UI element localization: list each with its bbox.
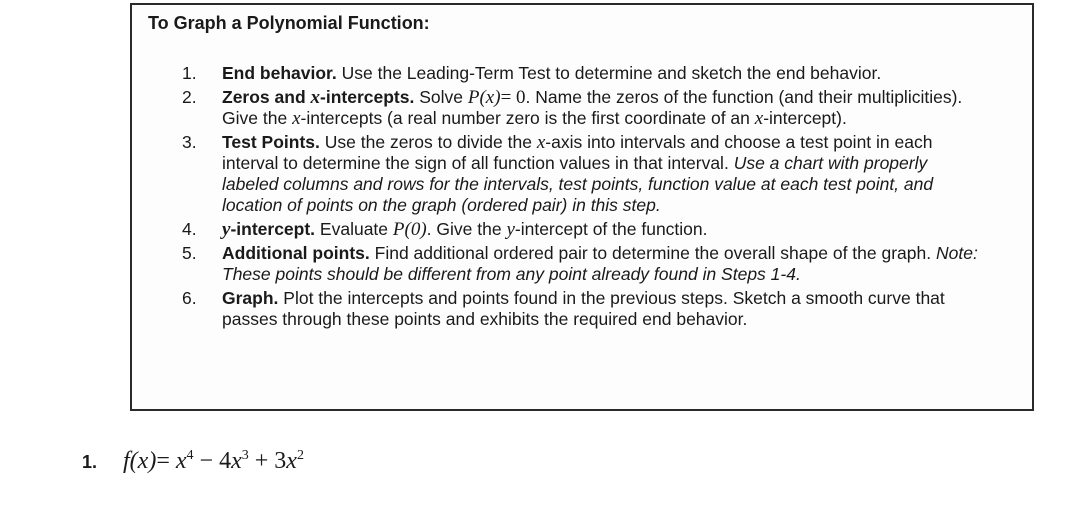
step-number: 3. <box>182 132 197 152</box>
problem-number: 1. <box>82 452 98 472</box>
step-text: -intercept). <box>763 108 847 128</box>
formula-exponent: 4 <box>186 448 194 463</box>
step-text: . Give the <box>426 219 502 239</box>
formula-exponent: 2 <box>296 448 304 463</box>
step-text: Find additional ordered pair to determine the overall shape of the graph. <box>374 243 932 263</box>
math-variable: x <box>292 108 301 129</box>
formula-operator: + 3 <box>248 448 287 474</box>
step-text: Evaluate <box>319 219 389 239</box>
math-expression: = 0 <box>500 87 526 108</box>
step-item <box>182 219 982 240</box>
step-text: Use the zeros to divide the <box>324 132 532 152</box>
step-number: 2. <box>182 87 197 107</box>
step-label: Graph. <box>222 288 279 308</box>
formula-term: x <box>286 448 297 474</box>
step-note: Use a chart with properly labeled columns and rows for the intervals, test points, function value at each test point, and location of points on the graph (ordered pair) in this step. <box>222 153 934 215</box>
step-text: -axis into intervals and choose a test point in each interval to determine the sign of all function values in that interval. <box>222 132 933 173</box>
problem-1 <box>82 448 304 475</box>
formula-exponent: 3 <box>241 448 249 463</box>
box-title: To Graph a Polynomial Function: <box>148 13 430 33</box>
step-label-part: -intercepts. <box>320 87 415 107</box>
step-item <box>182 63 982 84</box>
problem-formula <box>123 448 304 475</box>
step-item <box>182 288 982 330</box>
instructions-box <box>130 3 1034 411</box>
step-number: 5. <box>182 243 197 263</box>
math-variable: x <box>536 132 546 153</box>
step-item <box>182 243 982 285</box>
step-label: End behavior. <box>222 63 337 83</box>
step-label-part: Zeros and <box>222 87 306 107</box>
formula-equals: = <box>156 448 176 474</box>
formula-term: x <box>175 448 187 474</box>
formula-operator: − 4 <box>193 448 232 474</box>
step-number: 4. <box>182 219 197 239</box>
step-text: -intercept of the function. <box>514 219 708 239</box>
math-expression: P(0) <box>392 219 427 240</box>
step-text: -intercepts (a real number zero is the first coordinate of an <box>300 108 750 128</box>
math-variable: y <box>222 219 231 240</box>
step-number: 1. <box>182 63 197 83</box>
formula-lhs: f(x) <box>123 448 157 474</box>
step-item <box>182 132 982 216</box>
step-text: Solve <box>419 87 463 107</box>
step-item <box>182 87 982 129</box>
step-text: Use the Leading-Term Test to determine and sketch the end behavior. <box>341 63 882 83</box>
step-label: Test Points. <box>222 132 320 152</box>
math-variable: x <box>754 108 764 129</box>
step-number: 6. <box>182 288 197 308</box>
step-label-part: -intercept. <box>230 219 316 239</box>
math-variable: x <box>310 87 321 108</box>
step-text: Plot the intercepts and points found in the previous steps. Sketch a smooth curve that passes through these points and exhibits the required end behavior. <box>222 288 945 329</box>
math-variable: y <box>506 219 515 240</box>
formula-term: x <box>231 448 242 474</box>
math-expression: P(x) <box>467 87 501 108</box>
steps-list <box>182 63 982 333</box>
step-label <box>222 219 315 239</box>
step-label <box>222 87 414 107</box>
step-label: Additional points. <box>222 243 370 263</box>
step-text: . Name the zeros of the function (and their multiplicities). Give the <box>222 87 963 128</box>
step-note: Note: These points should be different from any point already found in Steps 1-4. <box>222 243 978 284</box>
